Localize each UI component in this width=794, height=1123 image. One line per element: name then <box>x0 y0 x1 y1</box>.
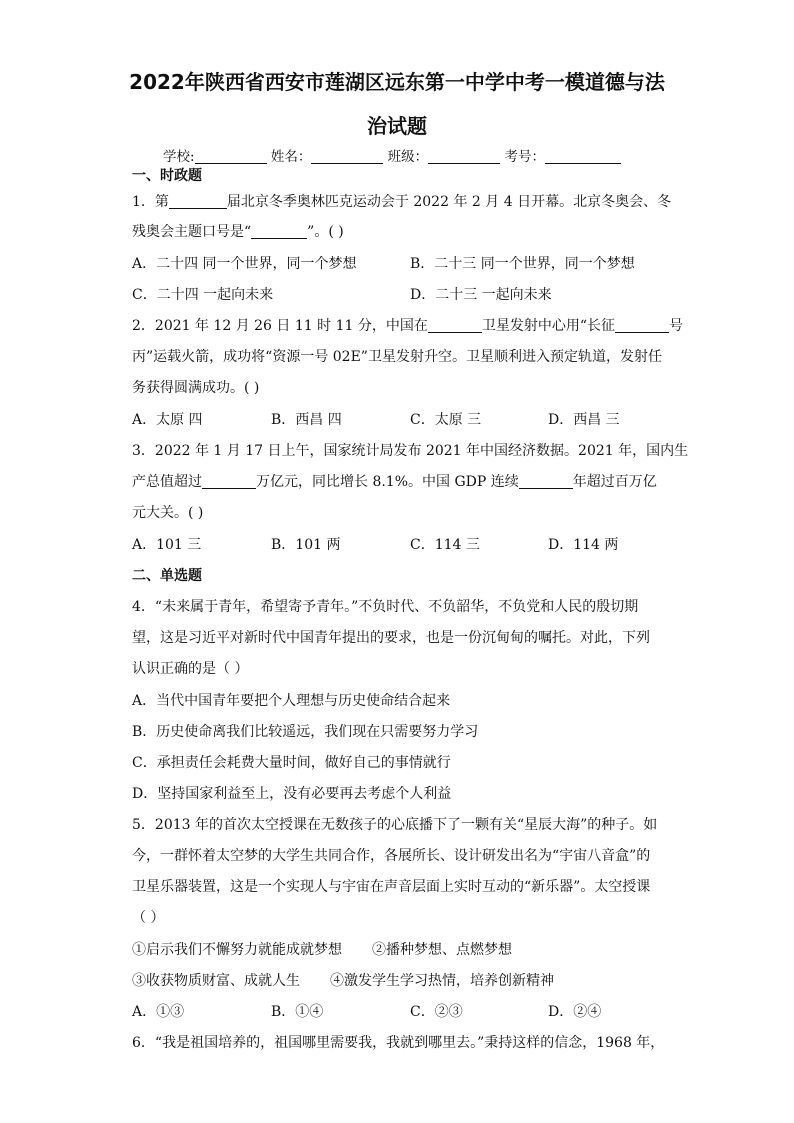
question-3-line3: 元大关。( ) <box>132 505 204 521</box>
class-label: 班级： <box>387 149 429 165</box>
question-3-line1: 3．2022 年 1 月 17 日上午，国家统计局发布 2021 年中国经济数据。2021 年，国内生 <box>132 443 689 459</box>
question-3-text-a: 产总值超过 <box>132 474 202 490</box>
question-4-line3: 认识正确的是（ ） <box>132 661 249 677</box>
question-5-line3: 卫星乐器装置，这是一个实现人与宇宙在声音层面上实时互动的“新乐器”。太空授课 <box>132 879 651 895</box>
question-1-text-a: 1．第 <box>132 194 169 210</box>
question-5-line1: 5．2013 年的首次太空授课在无数孩子的心底播下了一颗有关“星辰大海”的种子。如 <box>132 817 658 833</box>
question-3-text-b: 万亿元，同比增长 8.1%。中国 GDP 连续 <box>256 474 519 490</box>
school-label: 学校: <box>163 149 195 165</box>
question-3-blank2 <box>519 474 573 489</box>
question-2-line3: 务获得圆满成功。( ) <box>132 380 260 396</box>
question-1-text-c: 残奥会主题口号是“ <box>132 224 252 240</box>
question-4-option-b: B．历史使命离我们比较遥远，我们现在只需要努力学习 <box>132 724 479 740</box>
question-1-line2 <box>132 223 344 241</box>
question-2-blank2 <box>615 318 669 333</box>
question-5-option-d: D．②④ <box>548 1004 602 1020</box>
question-5-statement-3: ③收获物质财富、成就人生 <box>132 973 300 989</box>
question-2-text-b: 卫星发射中心用“长征 <box>481 318 616 334</box>
question-4-option-c: C．承担责任会耗费大量时间，做好自己的事情就行 <box>132 755 451 771</box>
question-5-statement-1: ①启示我们不懈努力就能成就梦想 <box>132 942 342 958</box>
question-1-line1 <box>132 193 671 211</box>
question-1-option-d: D．二十三 一起向未来 <box>410 287 552 303</box>
question-3-line2 <box>132 473 657 491</box>
question-2-option-b: B．西昌 四 <box>271 412 342 428</box>
question-2-option-d: D．西昌 三 <box>548 412 620 428</box>
exam-title-line1: 2022年陕西省西安市莲湖区远东第一中学中考一模道德与法 <box>129 70 665 94</box>
question-1-option-a: A．二十四 同一个世界，同一个梦想 <box>132 256 357 272</box>
question-3-option-c: C．114 三 <box>410 537 480 553</box>
question-2-line1 <box>132 317 683 335</box>
exam-title-line2: 治试题 <box>367 114 427 138</box>
question-5-statement-2: ②播种梦想、点燃梦想 <box>372 942 512 958</box>
question-1-option-c: C．二十四 一起向未来 <box>132 287 274 303</box>
question-3-blank1 <box>202 474 256 489</box>
question-2-line2: 丙”运载火箭，成功将“资源一号 02E”卫星发射升空。卫星顺利进入预定轨道，发射任 <box>132 349 662 365</box>
question-3-option-b: B．101 两 <box>271 537 341 553</box>
section-heading-single-choice: 二、单选题 <box>132 568 202 584</box>
question-5-statement-4: ④激发学生学习热情，培养创新精神 <box>330 973 554 989</box>
question-2-option-a: A．太原 四 <box>132 412 203 428</box>
question-2-text-c: 号 <box>669 318 684 334</box>
exam-number-label: 考号： <box>504 149 545 165</box>
question-5-option-b: B．①④ <box>271 1004 324 1020</box>
question-5-line4: （ ） <box>132 910 165 926</box>
question-1-blank2 <box>251 224 307 239</box>
question-5-option-c: C．②③ <box>410 1004 463 1020</box>
question-4-option-a: A．当代中国青年要把个人理想与历史使命结合起来 <box>132 693 451 709</box>
question-2-option-c: C．太原 三 <box>410 412 482 428</box>
question-1-blank1 <box>169 194 227 209</box>
student-info-row <box>163 145 621 165</box>
name-blank <box>311 149 383 164</box>
school-blank <box>195 149 267 164</box>
question-1-option-b: B．二十三 同一个世界，同一个梦想 <box>410 256 635 272</box>
question-4-line2: 望，这是习近平对新时代中国青年提出的要求，也是一份沉甸甸的嘱托。对此，下列 <box>132 630 650 646</box>
question-3-option-d: D．114 两 <box>548 537 619 553</box>
name-label: 姓名： <box>270 149 312 165</box>
exam-number-blank <box>545 149 621 164</box>
question-5-line2: 今，一群怀着太空梦的大学生共同合作，各展所长、设计研发出名为“宇宙八音盒”的 <box>132 848 651 864</box>
question-2-blank1 <box>428 318 482 333</box>
class-blank <box>428 149 500 164</box>
question-3-option-a: A．101 三 <box>132 537 202 553</box>
section-heading-current-affairs: 一、时政题 <box>132 168 202 184</box>
question-6-line1: 6．“我是祖国培养的，祖国哪里需要我，我就到哪里去。”秉持这样的信念，1968 年， <box>132 1035 665 1051</box>
question-3-text-c: 年超过百万亿 <box>572 474 657 490</box>
question-1-text-b: 届北京冬季奥林匹克运动会于 2022 年 2 月 4 日开幕。北京冬奥会、冬 <box>226 194 672 210</box>
question-5-option-a: A．①③ <box>132 1004 185 1020</box>
question-1-text-d: ”。( ) <box>307 224 344 240</box>
question-2-text-a: 2．2021 年 12 月 26 日 11 时 11 分，中国在 <box>132 318 428 334</box>
question-4-line1: 4．“未来属于青年，希望寄予青年。”不负时代、不负韶华，不负党和人民的殷切期 <box>132 599 639 615</box>
question-4-option-d: D．坚持国家利益至上，没有必要再去考虑个人利益 <box>132 786 452 802</box>
